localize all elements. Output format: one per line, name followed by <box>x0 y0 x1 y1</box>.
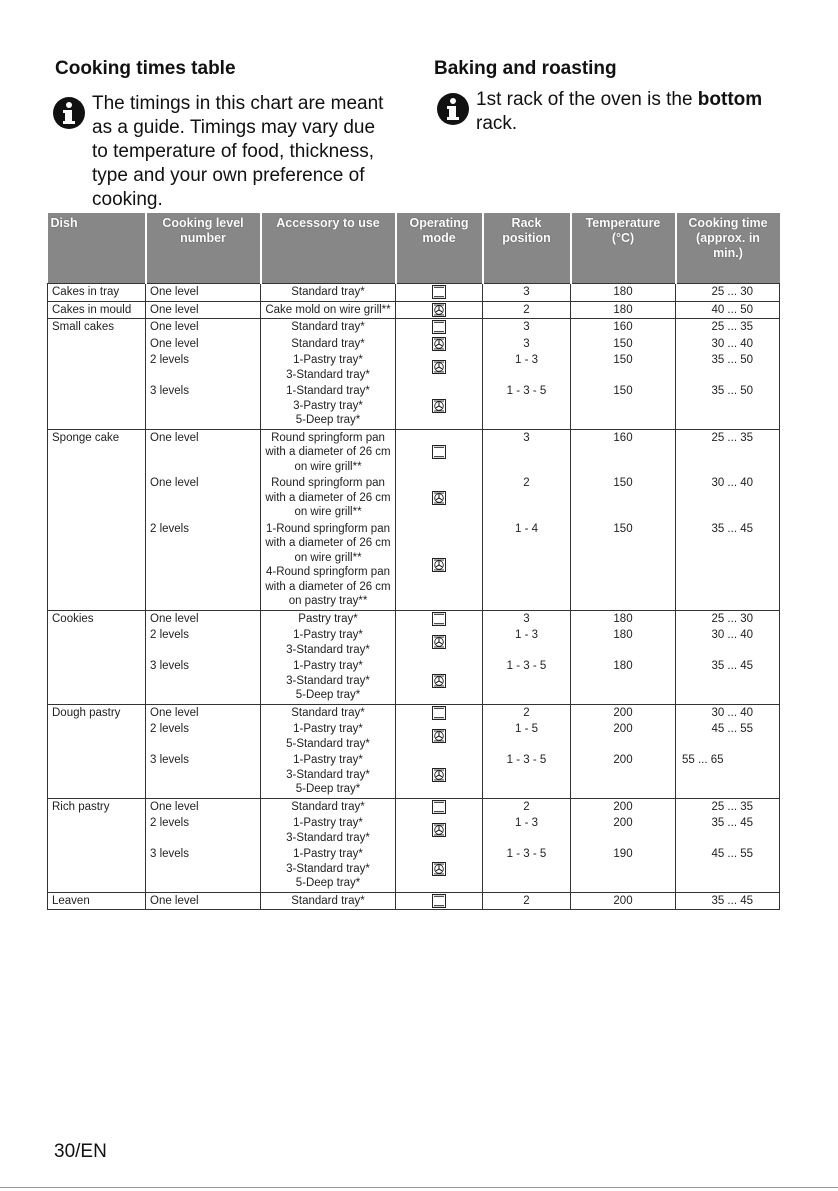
rack-cell: 1 - 3 - 5 <box>483 383 571 429</box>
fan-heating-icon <box>432 337 446 351</box>
time-cell: 35 ... 45 <box>676 892 780 910</box>
time-cell: 25 ... 30 <box>676 284 780 302</box>
mode-cell <box>396 301 483 319</box>
mode-cell <box>396 475 483 521</box>
mode-cell <box>396 721 483 752</box>
col-header-dish: Dish <box>48 213 146 284</box>
rack-cell: 1 - 3 - 5 <box>483 752 571 798</box>
dish-cell <box>48 383 146 429</box>
dish-cell <box>48 846 146 892</box>
mode-cell <box>396 815 483 846</box>
mode-cell <box>396 846 483 892</box>
rack-cell: 2 <box>483 892 571 910</box>
rack-cell: 2 <box>483 301 571 319</box>
accessory-cell: 1-Pastry tray* 3-Standard tray* 5-Deep tray* <box>261 752 396 798</box>
rack-cell: 1 - 3 <box>483 352 571 383</box>
temperature-cell: 200 <box>571 752 676 798</box>
time-cell: 30 ... 40 <box>676 336 780 353</box>
temperature-cell: 180 <box>571 301 676 319</box>
level-cell: 3 levels <box>146 383 261 429</box>
dish-cell <box>48 752 146 798</box>
dish-cell <box>48 658 146 704</box>
rack-cell: 3 <box>483 319 571 336</box>
info-icon <box>436 92 470 126</box>
time-cell: 45 ... 55 <box>676 846 780 892</box>
temperature-cell: 200 <box>571 704 676 721</box>
dish-cell: Leaven <box>48 892 146 910</box>
accessory-cell: Round springform pan with a diameter of 26 cm on wire grill** <box>261 429 396 475</box>
baking-roasting-heading: Baking and roasting <box>434 58 617 79</box>
temperature-cell: 200 <box>571 815 676 846</box>
rack-cell: 1 - 4 <box>483 521 571 611</box>
fan-heating-icon <box>432 399 446 413</box>
table-header-row <box>48 213 780 284</box>
fan-heating-icon <box>432 862 446 876</box>
level-cell: One level <box>146 475 261 521</box>
static-heating-icon <box>432 445 446 459</box>
dish-cell <box>48 627 146 658</box>
mode-cell <box>396 627 483 658</box>
col-header-rack: Rack position <box>483 213 571 284</box>
dish-cell <box>48 352 146 383</box>
mode-cell <box>396 798 483 815</box>
cooking-times-heading: Cooking times table <box>55 58 236 79</box>
level-cell: 2 levels <box>146 521 261 611</box>
time-cell: 35 ... 50 <box>676 383 780 429</box>
temperature-cell: 150 <box>571 475 676 521</box>
time-cell: 35 ... 45 <box>676 815 780 846</box>
rack-cell: 3 <box>483 336 571 353</box>
dish-cell: Dough pastry <box>48 704 146 721</box>
rack-cell: 3 <box>483 610 571 627</box>
level-cell: One level <box>146 610 261 627</box>
accessory-cell: Standard tray* <box>261 892 396 910</box>
dish-cell: Rich pastry <box>48 798 146 815</box>
rack-note <box>436 88 796 136</box>
table-row <box>48 284 780 302</box>
rack-cell: 2 <box>483 798 571 815</box>
accessory-cell: 1-Round springform pan with a diameter of 26 cm on wire grill** 4-Round springform pan with a diameter of 26 cm on pastry tray** <box>261 521 396 611</box>
mode-cell <box>396 704 483 721</box>
time-cell: 35 ... 45 <box>676 658 780 704</box>
temperature-cell: 200 <box>571 892 676 910</box>
mode-cell <box>396 521 483 611</box>
col-header-time: Cooking time (approx. in min.) <box>676 213 780 284</box>
temperature-cell: 180 <box>571 284 676 302</box>
accessory-cell: 1-Pastry tray* 3-Standard tray* 5-Deep tray* <box>261 846 396 892</box>
timing-note <box>52 92 392 212</box>
table-row <box>48 627 780 658</box>
table-row <box>48 846 780 892</box>
time-cell: 25 ... 30 <box>676 610 780 627</box>
accessory-cell: Standard tray* <box>261 798 396 815</box>
time-cell: 55 ... 65 <box>676 752 780 798</box>
mode-cell <box>396 892 483 910</box>
dish-cell <box>48 475 146 521</box>
time-cell: 25 ... 35 <box>676 429 780 475</box>
accessory-cell: 1-Pastry tray* 3-Standard tray* <box>261 352 396 383</box>
mode-cell <box>396 319 483 336</box>
static-heating-icon <box>432 706 446 720</box>
temperature-cell: 150 <box>571 352 676 383</box>
accessory-cell: 1-Pastry tray* 3-Standard tray* <box>261 627 396 658</box>
mode-cell <box>396 610 483 627</box>
fan-heating-icon <box>432 768 446 782</box>
static-heating-icon <box>432 612 446 626</box>
time-cell: 35 ... 45 <box>676 521 780 611</box>
page-number: 30/EN <box>54 1141 107 1162</box>
temperature-cell: 200 <box>571 798 676 815</box>
accessory-cell: Standard tray* <box>261 284 396 302</box>
rack-cell: 3 <box>483 284 571 302</box>
dish-cell <box>48 521 146 611</box>
fan-heating-icon <box>432 558 446 572</box>
table-row <box>48 658 780 704</box>
accessory-cell: Standard tray* <box>261 336 396 353</box>
static-heating-icon <box>432 800 446 814</box>
time-cell: 40 ... 50 <box>676 301 780 319</box>
fan-heating-icon <box>432 674 446 688</box>
level-cell: One level <box>146 301 261 319</box>
level-cell: 3 levels <box>146 846 261 892</box>
fan-heating-icon <box>432 360 446 374</box>
accessory-cell: 1-Pastry tray* 3-Standard tray* <box>261 815 396 846</box>
fan-heating-icon <box>432 823 446 837</box>
level-cell: 2 levels <box>146 352 261 383</box>
accessory-cell: Standard tray* <box>261 704 396 721</box>
time-cell: 30 ... 40 <box>676 475 780 521</box>
col-header-level: Cooking level number <box>146 213 261 284</box>
temperature-cell: 150 <box>571 336 676 353</box>
level-cell: One level <box>146 429 261 475</box>
temperature-cell: 180 <box>571 658 676 704</box>
table-row <box>48 475 780 521</box>
dish-cell: Cakes in tray <box>48 284 146 302</box>
level-cell: One level <box>146 892 261 910</box>
static-heating-icon <box>432 320 446 334</box>
timing-note-text: The timings in this chart are meant as a guide. Timings may vary due to temperature of food, thickness, type and your own preference of cooking. <box>92 93 384 210</box>
level-cell: One level <box>146 319 261 336</box>
accessory-cell: Cake mold on wire grill** <box>261 301 396 319</box>
cooking-times-table <box>47 213 780 910</box>
rack-cell: 1 - 5 <box>483 721 571 752</box>
temperature-cell: 150 <box>571 383 676 429</box>
fan-heating-icon <box>432 303 446 317</box>
level-cell: One level <box>146 336 261 353</box>
rack-cell: 1 - 3 - 5 <box>483 658 571 704</box>
temperature-cell: 200 <box>571 721 676 752</box>
col-header-accessory: Accessory to use <box>261 213 396 284</box>
accessory-cell: 1-Standard tray* 3-Pastry tray* 5-Deep tray* <box>261 383 396 429</box>
mode-cell <box>396 658 483 704</box>
time-cell: 30 ... 40 <box>676 704 780 721</box>
col-header-temperature: Temperature (°C) <box>571 213 676 284</box>
table-row <box>48 352 780 383</box>
time-cell: 25 ... 35 <box>676 798 780 815</box>
temperature-cell: 190 <box>571 846 676 892</box>
table-row <box>48 319 780 336</box>
mode-cell <box>396 752 483 798</box>
time-cell: 25 ... 35 <box>676 319 780 336</box>
table-row <box>48 704 780 721</box>
level-cell: 3 levels <box>146 658 261 704</box>
rack-cell: 1 - 3 - 5 <box>483 846 571 892</box>
rack-cell: 1 - 3 <box>483 627 571 658</box>
level-cell: One level <box>146 704 261 721</box>
dish-cell: Cakes in mould <box>48 301 146 319</box>
temperature-cell: 180 <box>571 627 676 658</box>
table-row <box>48 429 780 475</box>
rack-cell: 3 <box>483 429 571 475</box>
mode-cell <box>396 284 483 302</box>
mode-cell <box>396 429 483 475</box>
time-cell: 30 ... 40 <box>676 627 780 658</box>
level-cell: 2 levels <box>146 815 261 846</box>
table-row <box>48 383 780 429</box>
fan-heating-icon <box>432 491 446 505</box>
temperature-cell: 160 <box>571 429 676 475</box>
accessory-cell: Standard tray* <box>261 319 396 336</box>
fan-heating-icon <box>432 635 446 649</box>
table-row <box>48 610 780 627</box>
fan-heating-icon <box>432 729 446 743</box>
dish-cell <box>48 815 146 846</box>
static-heating-icon <box>432 285 446 299</box>
time-cell: 35 ... 50 <box>676 352 780 383</box>
table-row <box>48 301 780 319</box>
table-row <box>48 798 780 815</box>
temperature-cell: 150 <box>571 521 676 611</box>
level-cell: 3 levels <box>146 752 261 798</box>
info-icon <box>52 96 86 130</box>
col-header-mode: Operating mode <box>396 213 483 284</box>
mode-cell <box>396 352 483 383</box>
accessory-cell: Pastry tray* <box>261 610 396 627</box>
temperature-cell: 160 <box>571 319 676 336</box>
level-cell: 2 levels <box>146 721 261 752</box>
rack-cell: 2 <box>483 704 571 721</box>
accessory-cell: Round springform pan with a diameter of 26 cm on wire grill** <box>261 475 396 521</box>
bottom-divider <box>0 1187 838 1188</box>
mode-cell <box>396 336 483 353</box>
rack-cell: 1 - 3 <box>483 815 571 846</box>
table-row <box>48 336 780 353</box>
dish-cell: Cookies <box>48 610 146 627</box>
dish-cell <box>48 336 146 353</box>
static-heating-icon <box>432 894 446 908</box>
table-row <box>48 815 780 846</box>
time-cell: 45 ... 55 <box>676 721 780 752</box>
accessory-cell: 1-Pastry tray* 5-Standard tray* <box>261 721 396 752</box>
level-cell: 2 levels <box>146 627 261 658</box>
temperature-cell: 180 <box>571 610 676 627</box>
rack-note-text: 1st rack of the oven is the bottom rack. <box>476 89 763 134</box>
level-cell: One level <box>146 284 261 302</box>
accessory-cell: 1-Pastry tray* 3-Standard tray* 5-Deep tray* <box>261 658 396 704</box>
table-row <box>48 752 780 798</box>
table-row <box>48 721 780 752</box>
rack-cell: 2 <box>483 475 571 521</box>
level-cell: One level <box>146 798 261 815</box>
table-row <box>48 892 780 910</box>
table-row <box>48 521 780 611</box>
dish-cell: Sponge cake <box>48 429 146 475</box>
dish-cell: Small cakes <box>48 319 146 336</box>
mode-cell <box>396 383 483 429</box>
dish-cell <box>48 721 146 752</box>
